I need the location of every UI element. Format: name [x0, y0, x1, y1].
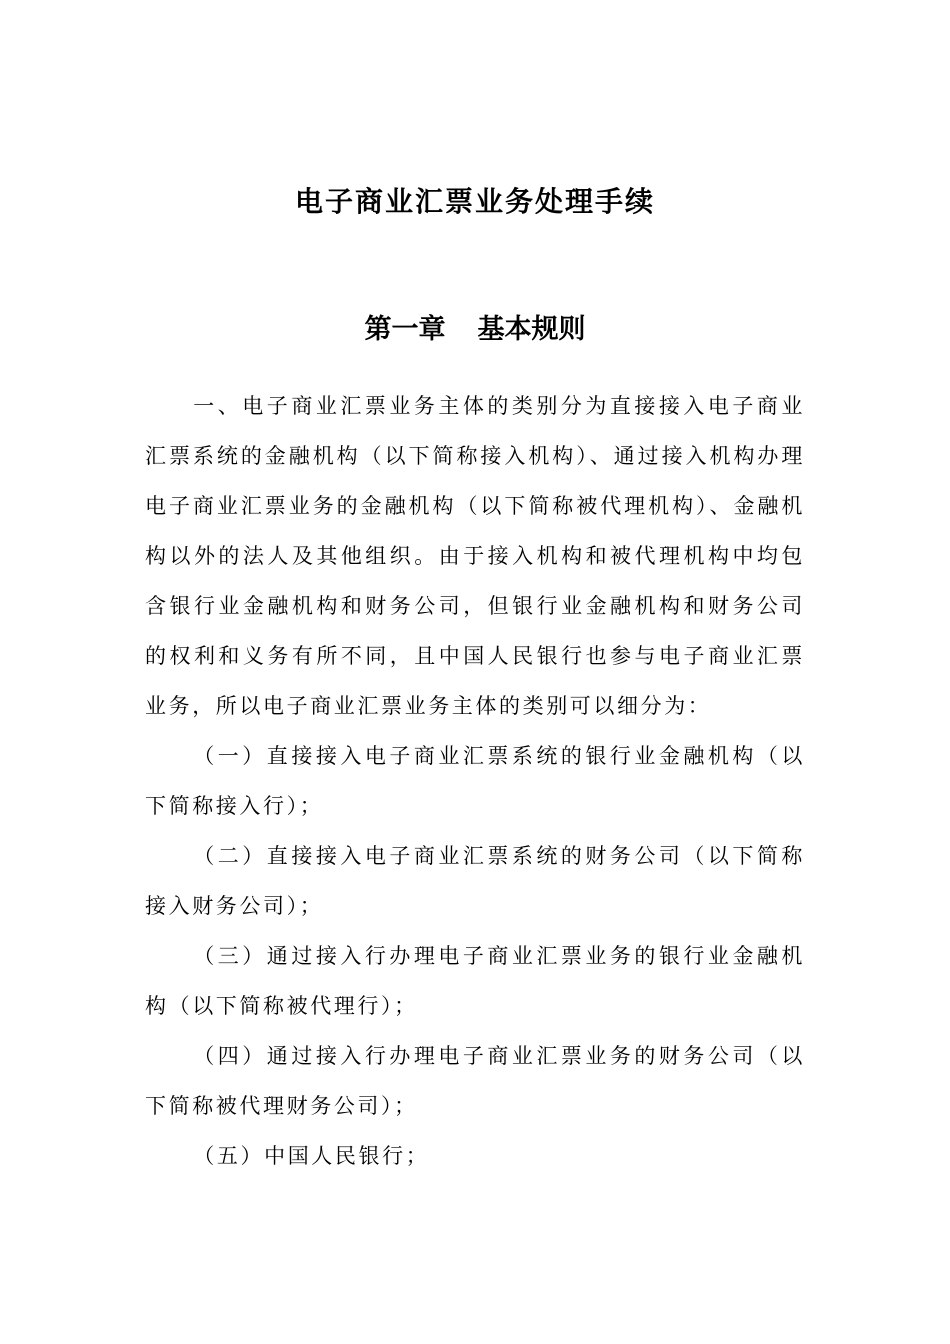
list-item-2: （二）直接接入电子商业汇票系统的财务公司（以下简称接入财务公司）；	[145, 844, 805, 918]
chapter-number: 第一章	[364, 314, 446, 345]
list-item-5: （五）中国人民银行；	[193, 1144, 430, 1168]
chapter-heading	[0, 308, 950, 352]
list-item-4: （四）通过接入行办理电子商业汇票业务的财务公司（以下简称被代理财务公司）；	[145, 1044, 805, 1118]
list-item-1: （一）直接接入电子商业汇票系统的银行业金融机构（以下简称接入行）；	[145, 744, 805, 818]
document-body	[145, 381, 805, 1181]
document-title: 电子商业汇票业务处理手续	[294, 185, 655, 218]
paragraph-intro: 一、电子商业汇票业务主体的类别分为直接接入电子商业汇票系统的金融机构（以下简称接入机构）、通过接入机构办理电子商业汇票业务的金融机构（以下简称被代理机构）、金融机构以外的法人及其他组织。由于接入机构和被代理机构中均包含银行业金融机构和财务公司，但银行业金融机构和财务公司的权利和义务有所不同，且中国人民银行也参与电子商业汇票业务，所以电子商业汇票业务主体的类别可以细分为：	[145, 394, 805, 718]
chapter-name: 基本规则	[477, 314, 586, 345]
list-item-3: （三）通过接入行办理电子商业汇票业务的银行业金融机构（以下简称被代理行）；	[145, 944, 805, 1018]
